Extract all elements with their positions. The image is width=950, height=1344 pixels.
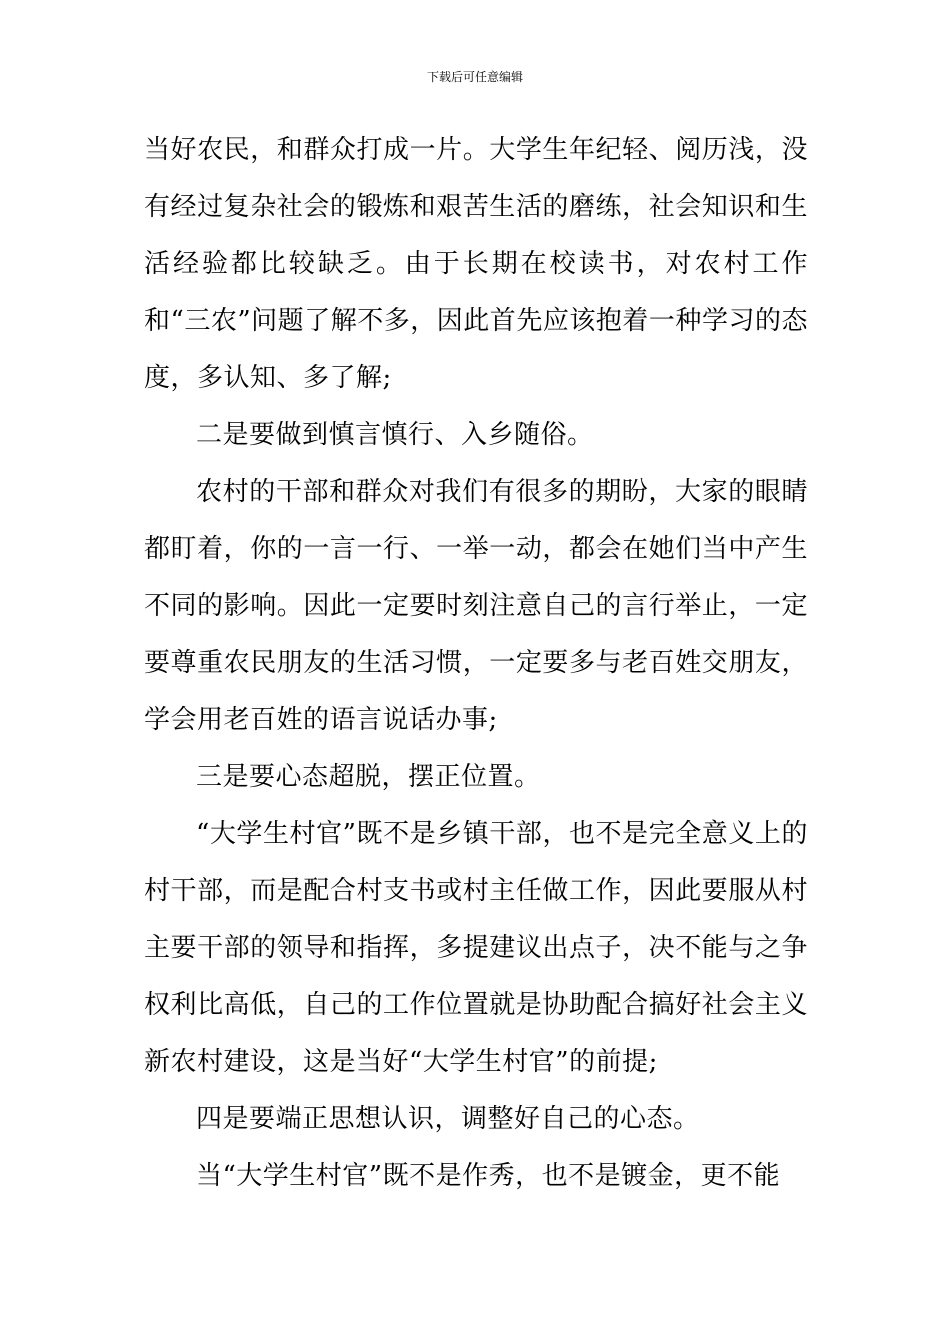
paragraph-4: 三是要心态超脱，摆正位置。: [196, 762, 541, 792]
paragraph-7: 当“大学生村官”既不是作秀，也不是镀金，更不能: [196, 1161, 781, 1191]
paragraph-3: 农村的干部和群众对我们有很多的期盼，大家的眼睛都盯着，你的一言一行、一举一动，都会在她们当中产生不同的影响。因此一定要时刻注意自己的言行举止，一定要尊重农民朋友的生活习惯，一定要多与老百姓交朋友，学会用老百姓的语言说话办事;: [144, 477, 808, 735]
paragraph-6: 四是要端正思想认识，调整好自己的心态。: [196, 1104, 700, 1134]
document-body: [144, 122, 808, 1205]
page-header: 下载后可任意编辑: [426, 70, 523, 84]
paragraph-2: 二是要做到慎言慎行、入乡随俗。: [196, 420, 594, 450]
paragraph-5: “大学生村官”既不是乡镇干部，也不是完全意义上的村干部，而是配合村支书或村主任做工作，因此要服从村主要干部的领导和指挥，多提建议出点子，决不能与之争权利比高低，自己的工作位置就是协助配合搞好社会主义新农村建设，这是当好“大学生村官”的前提;: [144, 819, 808, 1077]
paragraph-1: 当好农民，和群众打成一片。大学生年纪轻、阅历浅，没有经过复杂社会的锻炼和艰苦生活的磨练，社会知识和生活经验都比较缺乏。由于长期在校读书，对农村工作和“三农”问题了解不多，因此首先应该抱着一种学习的态度，多认知、多了解;: [144, 135, 808, 393]
